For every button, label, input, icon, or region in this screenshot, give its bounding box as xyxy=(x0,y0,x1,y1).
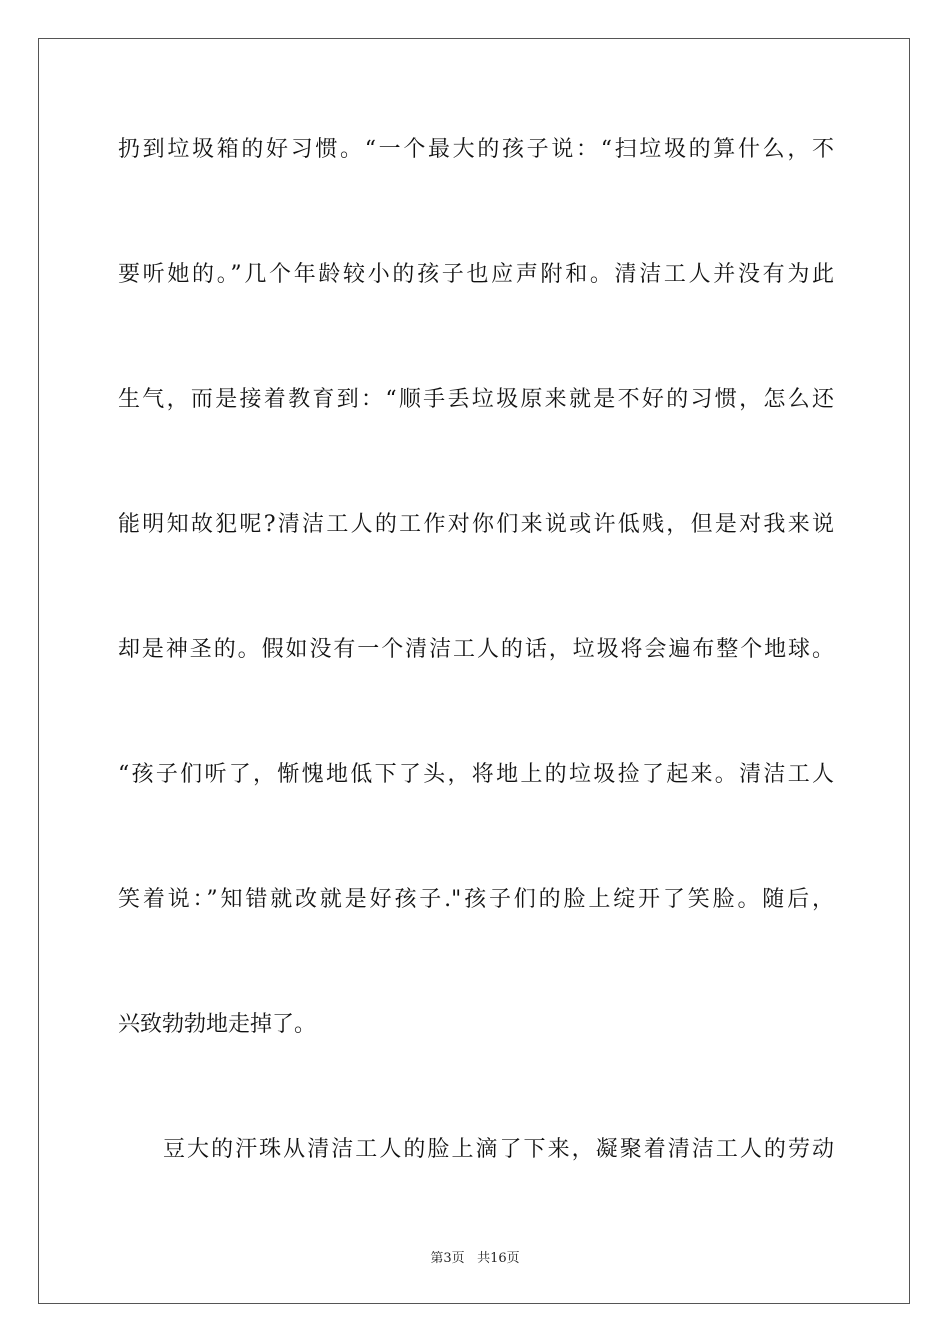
body-text-line-7: 笑着说：”知错就改就是好孩子."孩子们的脸上绽开了笑脸。随后， xyxy=(118,887,834,912)
total-pages: 共16页 xyxy=(477,1251,520,1266)
body-text-line-4: 能明知故犯呢?清洁工人的工作对你们来说或许低贱，但是对我来说 xyxy=(118,512,834,537)
body-text-line-6: “孩子们听了，惭愧地低下了头，将地上的垃圾捡了起来。清洁工人 xyxy=(118,762,834,787)
page-number: 第3页 xyxy=(430,1251,465,1266)
body-text-line-2: 要听她的。”几个年龄较小的孩子也应声附和。清洁工人并没有为此 xyxy=(118,262,834,287)
page-frame xyxy=(38,38,910,1304)
body-text-line-5: 却是神圣的。假如没有一个清洁工人的话，垃圾将会遍布整个地球。 xyxy=(118,637,834,662)
body-text-line-9: 豆大的汗珠从清洁工人的脸上滴了下来，凝聚着清洁工人的劳动 xyxy=(163,1137,834,1162)
page-footer xyxy=(0,1247,950,1266)
body-text-line-3: 生气，而是接着教育到：“顺手丢垃圾原来就是不好的习惯，怎么还 xyxy=(118,387,834,412)
body-text-line-8: 兴致勃勃地走掉了。 xyxy=(118,1012,317,1037)
body-text-line-1: 扔到垃圾箱的好习惯。“一个最大的孩子说：“扫垃圾的算什么，不 xyxy=(118,137,834,162)
